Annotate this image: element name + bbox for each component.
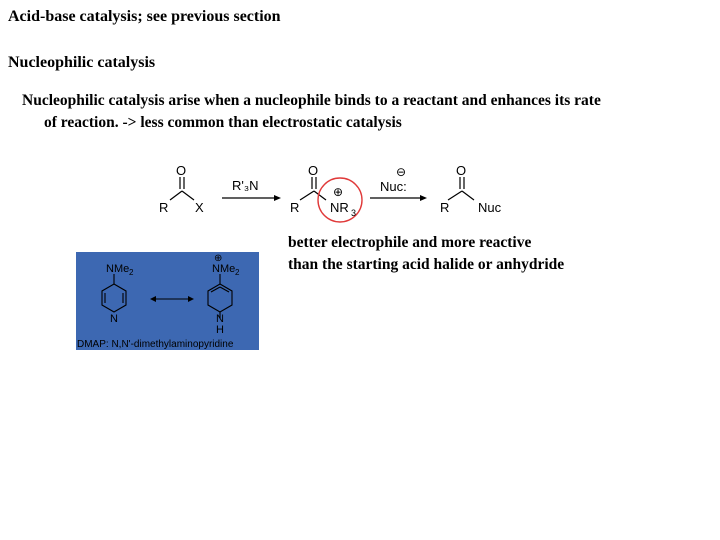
minus-charge-icon: ⊖ bbox=[396, 165, 407, 179]
note-line-1: better electrophile and more reactive bbox=[288, 234, 532, 251]
reagent-r3n: R'₃N bbox=[232, 178, 259, 193]
electrophile-note bbox=[288, 232, 564, 276]
nme2-left: NMe bbox=[106, 263, 130, 275]
dmap-resonance-diagram bbox=[76, 252, 259, 350]
nme2-left-subscript: 2 bbox=[129, 268, 134, 277]
dmap-panel bbox=[76, 252, 259, 350]
nme2-right: NMe bbox=[212, 263, 236, 275]
n-left: N bbox=[110, 313, 118, 325]
r-group-3: R bbox=[440, 200, 450, 215]
r-group-2: R bbox=[290, 200, 300, 215]
nme2-right-subscript: 2 bbox=[235, 268, 240, 277]
note-line-2: than the starting acid halide or anhydride bbox=[288, 256, 565, 273]
o-atom-1: O bbox=[176, 163, 187, 178]
reaction-scheme bbox=[150, 162, 520, 224]
heading-acid-base: Acid-base catalysis; see previous section bbox=[8, 8, 281, 25]
paragraph-line-1: Nucleophilic catalysis arise when a nucleophile binds to a reactant and enhances its rate bbox=[22, 92, 601, 109]
nr3-subscript: 3 bbox=[351, 208, 357, 218]
definition-paragraph bbox=[22, 90, 712, 134]
n-right: N bbox=[216, 313, 224, 325]
reagent-nuc: Nuc: bbox=[380, 179, 407, 194]
heading-nucleophilic: Nucleophilic catalysis bbox=[8, 54, 156, 71]
nr3-group: NR bbox=[330, 200, 349, 215]
o-atom-2: O bbox=[308, 163, 319, 178]
h-right: H bbox=[216, 324, 224, 336]
plus-charge-icon: ⊕ bbox=[333, 185, 344, 199]
paragraph-line-2: of reaction. -> less common than electrostatic catalysis bbox=[44, 114, 402, 131]
dmap-caption: DMAP: N,N'-dimethylaminopyridine bbox=[77, 339, 234, 350]
x-group: X bbox=[195, 200, 204, 215]
nuc-group: Nuc bbox=[478, 200, 502, 215]
plus-charge-icon: ⊕ bbox=[214, 253, 223, 264]
o-atom-3: O bbox=[456, 163, 467, 178]
r-group-1: R bbox=[159, 200, 169, 215]
